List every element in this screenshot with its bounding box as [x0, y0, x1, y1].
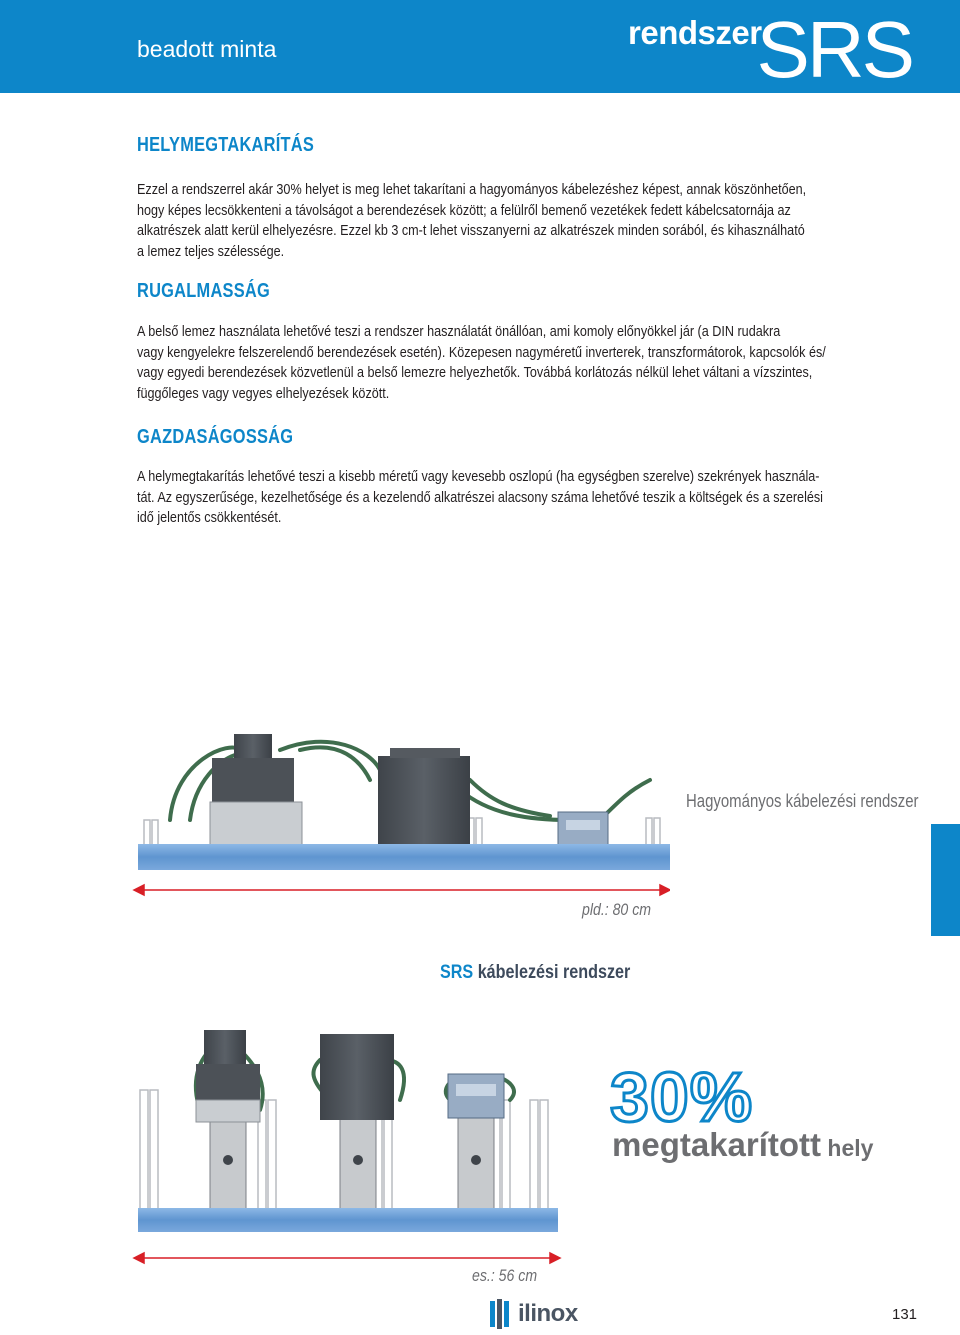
text-line: alkatrészek alatt kerül elhelyezésre. Ezzel kb 3 cm-t lehet visszanyerni az alkatrészek minden sorából, és kihasználható: [137, 222, 805, 239]
srs-wiring-title: [440, 962, 630, 984]
document-label: beadott minta: [137, 36, 277, 62]
text-line: Ezzel a rendszerrel akár 30% helyet is meg lehet takarítani a hagyományos kábelezéshez képest, annak köszönhetően,: [137, 181, 807, 198]
traditional-wiring-diagram: [130, 720, 670, 930]
text-line: a lemez teljes szélessége.: [137, 242, 285, 260]
savings-label: [612, 1128, 873, 1161]
text-line: függőleges vagy vegyes elhelyezések között.: [137, 384, 390, 402]
device-relay: [448, 1074, 504, 1118]
text-line: idő jelentős csökkentését.: [137, 509, 282, 526]
ilinox-logo-icon: [488, 1297, 512, 1331]
srs-title-rest: kábelezési rendszer: [473, 962, 631, 983]
dimension-label-top: pld.: 80 cm: [582, 900, 652, 919]
heading-economy: GAZDASÁGOSSÁG: [137, 426, 294, 448]
srs-wiring-diagram: [130, 1000, 570, 1280]
brand-logo: [488, 1296, 578, 1332]
brand-name: ilinox: [518, 1300, 578, 1327]
text-line: vagy kengyelekre felszerelendő berendezések esetén). Közepesen nagyméretű inverterek, transzformátorok, kapcsolók és/: [137, 343, 826, 361]
paragraph-economy: [137, 467, 917, 529]
heading-space-saving: HELYMEGTAKARÍTÁS: [137, 134, 315, 156]
dimension-label-bottom: es.: 56 cm: [472, 1266, 538, 1285]
mounting-rail: [138, 844, 670, 870]
device-inverter: [320, 1034, 394, 1120]
savings-label-small: hely: [821, 1135, 874, 1161]
dimension-arrow: [134, 885, 670, 895]
text-line: vagy egyedi berendezések közvetlenül a belső lemezre helyezhetők. Továbbá korlátozás nélkül lehet váltani a vízszintes,: [137, 364, 813, 381]
paragraph-flexibility: [137, 322, 917, 404]
dimension-arrow: [134, 1253, 560, 1263]
mounting-rail: [138, 1208, 558, 1232]
chapter-side-tab: [931, 824, 960, 936]
device-relay: [558, 812, 608, 846]
device-contactor: [210, 734, 302, 846]
text-line: hogy képes lecsökkenteni a távolságot a berendezések között; a felülről bemenő vezetékek fedett kábelcsatornája az: [137, 201, 791, 219]
page-header: [0, 0, 960, 93]
srs-logo-subtitle: rendszer: [628, 14, 762, 51]
savings-percentage: 30%: [610, 1058, 754, 1136]
caption-traditional-wiring: Hagyományos kábelezési rendszer: [686, 791, 919, 811]
page-number: 131: [892, 1306, 918, 1323]
savings-label-main: megtakarított: [612, 1126, 822, 1163]
srs-logo: SRS: [756, 5, 912, 94]
device-inverter: [378, 748, 470, 848]
device-contactor: [196, 1030, 260, 1122]
heading-flexibility: RUGALMASSÁG: [137, 280, 270, 302]
text-line: A helymegtakarítás lehetővé teszi a kisebb méretű vagy kevesebb oszlopú (ha egységben szerelve) szekrények használa-: [137, 468, 820, 485]
text-line: A belső lemez használata lehetővé teszi a rendszer használatát önállóan, ami komoly előnyökkel jár (a DIN rudakra: [137, 323, 781, 340]
mounting-brackets: [210, 1118, 494, 1210]
text-line: tát. Az egyszerűsége, kezelhetősége és a kezelendő alkatrészei alacsony száma lehetővé teszik a költségek és a szerelési: [137, 488, 823, 506]
paragraph-space-saving: [137, 180, 917, 262]
srs-word: SRS: [440, 962, 474, 983]
